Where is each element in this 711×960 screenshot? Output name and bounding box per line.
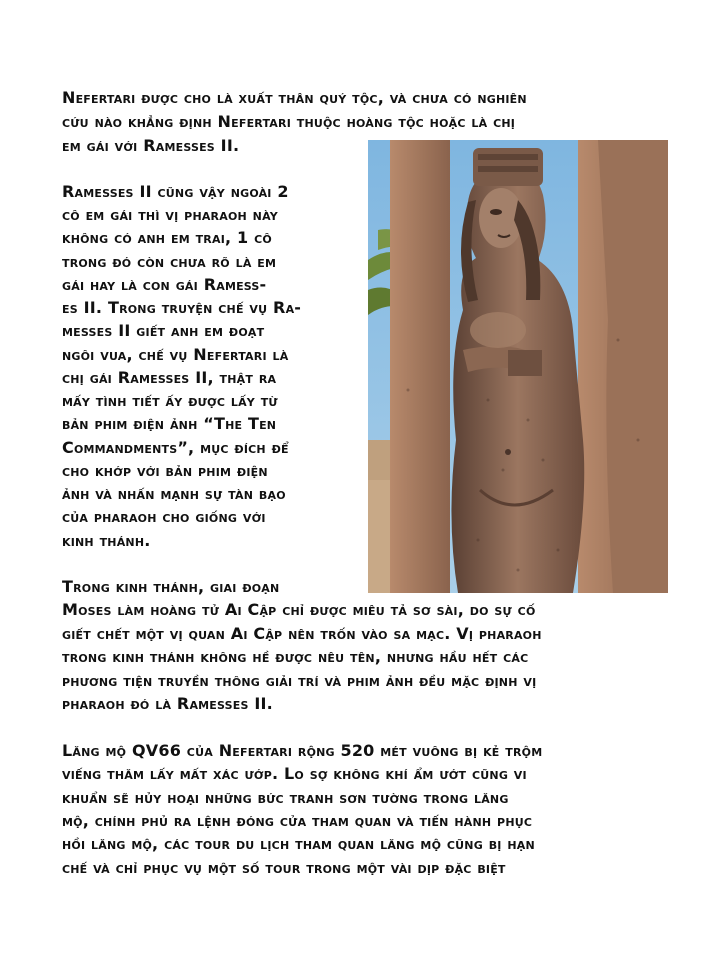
text-line: Trong kinh thánh, giai đoạn — [62, 577, 280, 596]
text-line: pharaoh đó là Ramesses II. — [62, 694, 273, 713]
text-line: phương tiện truyền thông giải trí và phim ảnh đều mặc định vị — [62, 671, 537, 690]
text-line: Ramesses II cũng vậy ngoài 2 — [62, 182, 289, 201]
text-line: cho khớp với bản phim điện — [62, 461, 268, 480]
text-line: Nefertari được cho là xuất thân quý tộc, và chưa có nghiên — [62, 88, 527, 107]
text-line: Moses làm hoàng tử Ai Cập chỉ được miêu tả sơ sài, do sự cố — [62, 600, 536, 619]
text-line: viếng thăm lấy mất xác ướp. Lo sợ không khí ẩm ướt cũng vi — [62, 764, 527, 783]
text-line: Commandments”, mục đích để — [62, 438, 289, 457]
text-line: es II. Trong truyện chế vụ Ra- — [62, 298, 302, 317]
text-line: em gái với Ramesses II. — [62, 136, 240, 155]
text-line: cứu nào khẳng định Nefertari thuộc hoàng tộc hoặc là chị — [62, 112, 516, 131]
text-line: hồi lăng mộ, các tour du lịch tham quan lăng mộ cũng bị hạn — [62, 834, 535, 853]
text-line: ngôi vua, chế vụ Nefertari là — [62, 345, 289, 364]
text-line: chế và chỉ phục vụ một số tour trong một vài dịp đặc biệt — [62, 858, 506, 877]
text-line: chị gái Ramesses II, thật ra — [62, 368, 277, 387]
text-line: bản phim điện ảnh “The Ten — [62, 414, 277, 433]
text-line: gái hay là con gái Ramess- — [62, 275, 267, 294]
statue-photo — [368, 140, 668, 593]
text-line: Lăng mộ QV66 của Nefertari rộng 520 mét vuông bị kẻ trộm — [62, 741, 543, 760]
text-line: ảnh và nhấn mạnh sự tàn bạo — [62, 484, 286, 503]
text-line: mấy tình tiết ấy được lấy từ — [62, 391, 278, 410]
text-line: của pharaoh cho giống với — [62, 507, 266, 526]
text-line: mộ, chính phủ ra lệnh đóng cửa tham quan và tiến hành phục — [62, 811, 533, 830]
text-line: trong kinh thánh không hề được nêu tên, nhưng hầu hết các — [62, 647, 529, 666]
text-line: cô em gái thì vị pharaoh này — [62, 205, 278, 224]
text-line: giết chết một vị quan Ai Cập nên trốn vào sa mạc. Vị pharaoh — [62, 624, 542, 643]
text-line: trong đó còn chưa rõ là em — [62, 252, 277, 271]
text-line: messes II giết anh em đoạt — [62, 321, 265, 340]
text-line: kinh thánh. — [62, 531, 151, 550]
statue-illustration — [368, 140, 668, 593]
text-line: khuẩn sẽ hủy hoại những bức tranh sơn tường trong lăng — [62, 788, 509, 807]
text-line: không có anh em trai, 1 cô — [62, 228, 272, 247]
